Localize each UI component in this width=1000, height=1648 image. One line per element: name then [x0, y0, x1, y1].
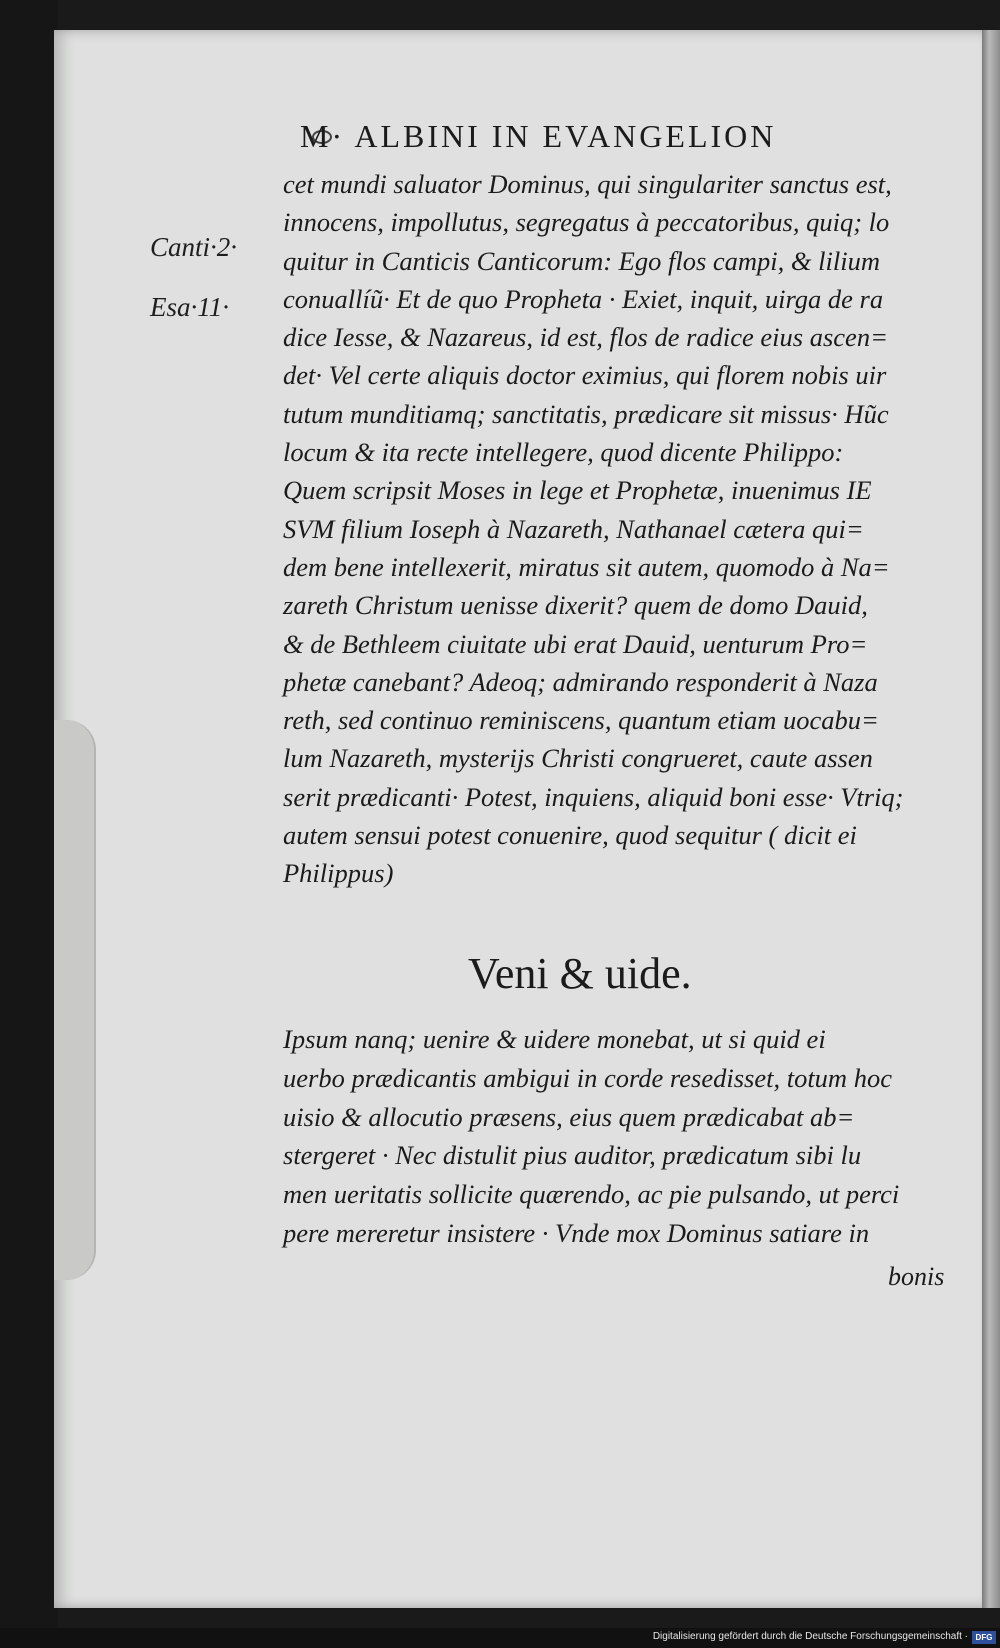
text-line: det· Vel certe aliquis doctor eximius, qui florem nobis uir [283, 360, 887, 391]
dfg-logo: DFG [972, 1631, 996, 1644]
text-line: conuallíũ· Et de quo Propheta · Exiet, inquit, uirga de ra [283, 283, 884, 314]
body-text-block-1 [283, 165, 943, 893]
text-line: phetæ canebant? Adeoq; admirando responderit à Naza [283, 666, 878, 697]
text-line: Ipsum nanq; uenire & uidere monebat, ut si quid ei [283, 1024, 826, 1054]
marginal-note-canticles: Canti·2· [150, 232, 238, 262]
text-line: Philippus) [283, 858, 394, 889]
text-line: innocens, impollutus, segregatus à peccatoribus, quiq; lo [283, 207, 890, 238]
text-line: men ueritatis sollicite quærendo, ac pie pulsando, ut perci [283, 1179, 900, 1210]
funding-credit: Digitalisierung gefördert durch die Deutsche Forschungsgemeinschaft · [652, 1631, 968, 1642]
text-line: cet mundi saluator Dominus, qui singulariter sanctus est, [283, 169, 892, 199]
text-line: tutum munditiamq; sanctitatis, prædicare sit missus· Hũc [283, 398, 889, 429]
page-fore-edge [982, 30, 1000, 1608]
section-heading: Veni & uide. [468, 949, 692, 998]
text-line: dem bene intellexerit, miratus sit autem, quomodo à Na= [283, 551, 890, 582]
catchword: bonis [888, 1262, 945, 1291]
text-line: stergeret · Nec distulit pius auditor, prædicatum sibi lu [283, 1140, 862, 1171]
text-line: quitur in Canticis Canticorum: Ego flos campi, & lilium [283, 245, 880, 276]
text-line: Quem scripsit Moses in lege et Prophetæ, inuenimus IE [283, 475, 872, 506]
text-line: uisio & allocutio præsens, eius quem prædicabat ab= [283, 1101, 855, 1132]
text-line: autem sensui potest conuenire, quod sequitur ( dicit ei [283, 820, 857, 851]
running-head: M· ALBINI IN EVANGELION [300, 118, 777, 154]
text-line: locum & ita recte intellegere, quod dicente Philippo: [283, 437, 844, 468]
margin-damage [54, 720, 96, 1280]
text-line: SVM filium Ioseph à Nazareth, Nathanael cætera qui= [283, 513, 864, 544]
text-line: & de Bethleem ciuitate ubi erat Dauid, uenturum Pro= [283, 628, 868, 659]
text-line: dice Iesse, & Nazareus, id est, flos de radice eius ascen= [283, 322, 888, 353]
text-line: serit prædicanti· Potest, inquiens, aliquid boni esse· Vtriq; [283, 781, 904, 812]
text-line: lum Nazareth, mysterijs Christi congrueret, caute assen [283, 743, 873, 774]
text-line: zareth Christum uenisse dixerit? quem de domo Dauid, [283, 590, 868, 621]
text-line: reth, sed continuo reminiscens, quantum etiam uocabu= [283, 705, 879, 736]
body-text-block-2 [283, 1020, 943, 1253]
text-line: pere mereretur insistere · Vnde mox Dominus satiare in [283, 1217, 870, 1248]
scan-frame-left [0, 0, 58, 1648]
marginal-note-isaiah: Esa·11· [150, 292, 229, 322]
text-line: uerbo prædicantis ambigui in corde resedisset, totum hoc [283, 1062, 892, 1093]
